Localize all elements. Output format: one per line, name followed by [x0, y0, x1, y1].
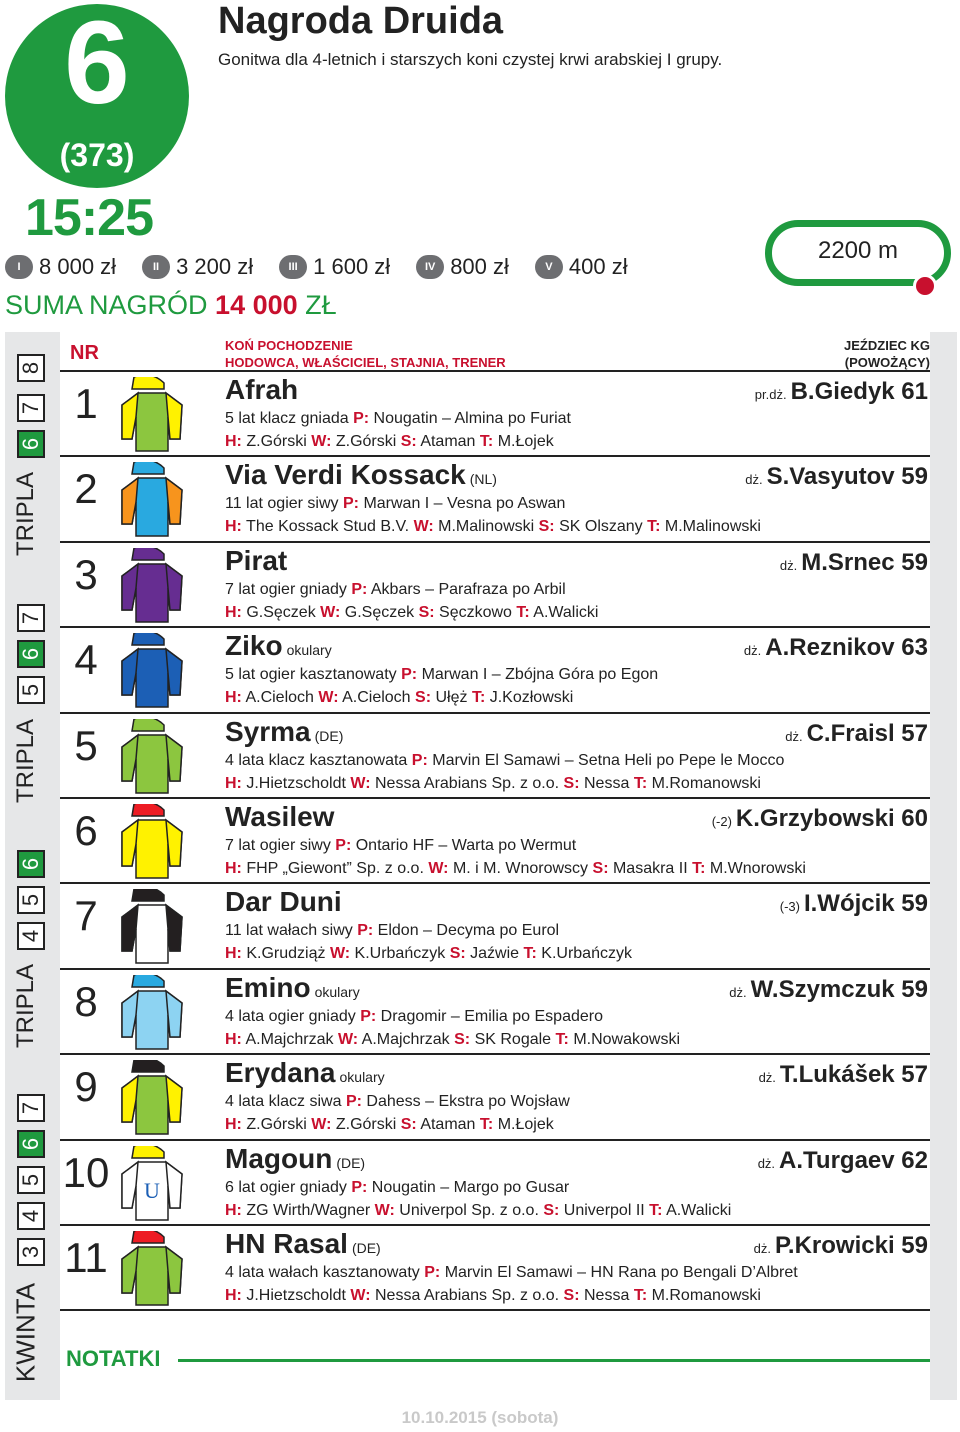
jockey: [754, 1232, 928, 1260]
sire-label: P:: [335, 837, 352, 854]
finish-marker-icon: [913, 274, 937, 298]
owner: Nessa Arabians Sp. z o.o.: [374, 1287, 560, 1304]
horse-pedigree: Marvin El Samawi – Setna Heli po Pepe le Mocco: [432, 751, 785, 769]
owner: A.Majchrzak: [361, 1030, 450, 1048]
jockey-prefix: dż.: [757, 1155, 776, 1171]
bet-label: TRIPLA: [12, 718, 39, 804]
header-horse-line1: KOŃ POCHODZENIE: [225, 338, 353, 353]
jockey-silks-icon: [120, 1146, 185, 1222]
bet-box: 6: [17, 640, 45, 668]
stable-label: S:: [538, 518, 555, 536]
trainer-label: T:: [523, 945, 537, 963]
runner-row: [60, 541, 930, 628]
runner-row: [60, 1224, 930, 1311]
runner-number: 5: [74, 721, 98, 769]
bet-sidebar: [5, 332, 53, 1400]
prize-item: [416, 254, 509, 280]
horse-desc: 5 lat ogier kasztanowaty: [225, 666, 397, 684]
bet-box: 6: [17, 1130, 45, 1158]
prize-amount: 8 000 zł: [39, 254, 117, 279]
horse-suffix: (NL): [469, 471, 497, 488]
trainer-label: T:: [633, 1287, 648, 1304]
stable: Sęczkowo: [439, 603, 512, 621]
jockey-name-weight: T.Lukášek 57: [779, 1061, 928, 1089]
race-number: 6: [64, 0, 130, 129]
runner-number: 3: [74, 550, 98, 598]
jockey-prefix: (-2): [711, 814, 732, 829]
stable-label: S:: [563, 774, 580, 792]
header-jockey: [844, 337, 930, 371]
jockey-silks-icon: [120, 975, 185, 1051]
horse-name: [225, 545, 291, 577]
breeder: The Kossack Stud B.V.: [246, 518, 410, 536]
runner-number: 8: [74, 977, 98, 1025]
stable: SK Olszany: [559, 518, 643, 536]
runner-number: 4: [74, 636, 98, 684]
stable: Ułęż: [435, 689, 468, 707]
jockey: [755, 378, 928, 406]
owner: A.Cieloch: [342, 689, 411, 707]
place-badge: III: [279, 255, 307, 279]
header-jockey-line1: JEŹDZIEC KG: [844, 338, 930, 353]
breeder-label: H:: [225, 603, 242, 621]
jockey: [744, 634, 928, 662]
jockey-name-weight: B.Giedyk 61: [790, 378, 928, 405]
runner-row: [60, 968, 930, 1055]
stable-label: S:: [415, 689, 432, 707]
horse-connections: [225, 1202, 731, 1220]
jockey: [780, 549, 928, 577]
runner-row: [60, 1053, 930, 1140]
jockey-prefix: pr.dż.: [754, 387, 787, 402]
horse-name-text: Wasilew: [225, 801, 335, 832]
horse-connections: [225, 433, 554, 451]
stable: Nessa: [584, 1287, 630, 1304]
horse-name-text: Magoun: [225, 1142, 333, 1174]
runner-row: [60, 370, 930, 457]
jockey-silks-icon: [120, 889, 185, 965]
breeder-label: H:: [225, 1201, 242, 1219]
sire-label: P:: [342, 495, 359, 513]
horse-connections: [225, 1031, 680, 1049]
horse-pedigree: Marvin El Samawi – HN Rana po Bengali D’Albret: [444, 1264, 798, 1281]
horse-name: [225, 1143, 365, 1175]
jockey-name-weight: M.Srnec 59: [801, 548, 928, 576]
horse-name-text: Ziko: [225, 630, 283, 662]
place-badge: V: [535, 255, 563, 279]
jockey-prefix: dż.: [753, 1241, 772, 1256]
horse-details: [225, 581, 566, 599]
stable-label: S:: [454, 1030, 471, 1048]
trainer-label: T:: [479, 1116, 494, 1134]
horse-details: [225, 1093, 570, 1111]
horse-connections: [225, 518, 761, 536]
bet-label: TRIPLA: [12, 471, 39, 557]
jockey-prefix: dż.: [743, 643, 762, 659]
horse-desc: 4 lata klacz kasztanowata: [225, 751, 408, 769]
breeder: K.Grudziąż: [246, 945, 326, 963]
owner: Z.Górski: [335, 1116, 397, 1134]
jockey: [745, 463, 928, 491]
jockey-prefix: dż.: [729, 984, 747, 1000]
owner-label: W:: [350, 1287, 371, 1304]
runner-row: [60, 626, 930, 713]
bet-box: 5: [17, 1166, 45, 1194]
prize-amount: 3 200 zł: [176, 254, 254, 279]
prize-item: [5, 254, 116, 280]
notes-label: NOTATKI: [66, 1346, 161, 1371]
horse-desc: 4 lata klacz siwa: [225, 1093, 342, 1111]
sire-label: P:: [424, 1264, 441, 1281]
horse-connections: [225, 604, 598, 622]
owner: Univerpol Sp. z o.o.: [399, 1201, 539, 1219]
horse-details: [225, 752, 784, 770]
table-bottom-rule: [60, 1309, 930, 1311]
bet-box: 7: [17, 604, 45, 632]
prize-amount: 1 600 zł: [313, 254, 391, 279]
owner-label: W:: [320, 603, 341, 621]
horse-details: [225, 1264, 798, 1282]
owner-label: W:: [311, 433, 332, 450]
horse-desc: 5 lat klacz gniada: [225, 410, 349, 427]
stable-label: S:: [418, 603, 435, 621]
jockey-silks-icon: [120, 548, 185, 624]
stable-label: S:: [400, 433, 417, 450]
stable-label: S:: [543, 1201, 560, 1219]
jockey-silks-icon: [120, 1060, 185, 1136]
header-jockey-line2: (POWOŻĄCY): [844, 355, 930, 370]
breeder-label: H:: [225, 774, 242, 792]
stable: Masakra II: [612, 860, 688, 877]
owner-label: W:: [413, 518, 434, 536]
horse-name: [225, 886, 346, 918]
footer-date: 10.10.2015 (sobota): [401, 1408, 559, 1427]
trainer: M.Malinowski: [664, 518, 761, 536]
stable-label: S:: [592, 860, 609, 877]
runner-number: 7: [74, 892, 98, 940]
track-diagram: [765, 220, 951, 286]
trainer-label: T:: [647, 518, 661, 536]
horse-pedigree: Dahess – Ekstra po Wojsław: [366, 1093, 570, 1111]
horse-name-text: Syrma: [225, 715, 311, 747]
sire-label: P:: [353, 410, 370, 427]
horse-name-text: Dar Duni: [225, 886, 342, 918]
jockey-name-weight: I.Wójcik 59: [803, 890, 928, 918]
horse-suffix: okulary: [314, 983, 360, 1000]
bet-box: 6: [17, 430, 45, 458]
horse-suffix: (DE): [314, 727, 344, 744]
trainer: A.Walicki: [666, 1201, 732, 1219]
horse-pedigree: Ontario HF – Warta po Wermut: [355, 837, 577, 854]
horse-name-text: HN Rasal: [225, 1228, 348, 1259]
trainer: M.Romanowski: [651, 1287, 761, 1304]
horse-details: [225, 1008, 603, 1026]
jockey: [785, 720, 928, 748]
trainer: M.Łojek: [497, 1116, 554, 1134]
horse-name-text: Erydana: [225, 1057, 336, 1089]
stable: Ataman: [420, 1116, 476, 1134]
header-nr: NR: [70, 342, 99, 364]
breeder: A.Cieloch: [245, 689, 314, 707]
breeder-label: H:: [225, 518, 242, 536]
jockey-name-weight: W.Szymczuk 59: [750, 975, 928, 1003]
place-badge: I: [5, 255, 33, 279]
horse-pedigree: Marwan I – Vesna po Aswan: [363, 495, 566, 513]
breeder: FHP „Giewont” Sp. z o.o.: [246, 860, 424, 877]
race-description: Gonitwa dla 4-letnich i starszych koni czystej krwi arabskiej I grupy.: [218, 50, 723, 69]
horse-details: [225, 922, 559, 940]
runners-table: [60, 332, 930, 1400]
stable: SK Rogale: [474, 1030, 552, 1048]
stable-label: S:: [449, 945, 466, 963]
race-badge: [5, 0, 189, 188]
breeder-label: H:: [225, 945, 242, 963]
breeder-label: H:: [225, 860, 242, 877]
bet-box: 7: [17, 1094, 45, 1122]
trainer: M.Wnorowski: [709, 860, 806, 877]
horse-desc: 7 lat ogier siwy: [225, 837, 331, 854]
stable: Jaźwie: [470, 945, 520, 963]
horse-connections: [225, 1116, 554, 1134]
owner: Z.Górski: [335, 433, 397, 450]
horse-pedigree: Nougatin – Margo po Gusar: [371, 1178, 570, 1196]
breeder: J.Hietzscholdt: [246, 774, 346, 792]
jockey-silks-icon: [120, 719, 185, 795]
runner-number: 9: [74, 1063, 98, 1111]
runner-row: [60, 882, 930, 969]
trainer: M.Romanowski: [651, 774, 761, 792]
jockey-silks-icon: [120, 804, 185, 880]
bet-box: 6: [17, 850, 45, 878]
trainer-label: T:: [649, 1201, 663, 1219]
race-id: (373): [59, 137, 135, 173]
horse-connections: [225, 1287, 761, 1305]
owner-label: W:: [350, 774, 371, 792]
trainer-label: T:: [692, 860, 706, 877]
jockey: [729, 976, 928, 1004]
trainer: M.Nowakowski: [573, 1030, 680, 1048]
owner: K.Urbańczyk: [354, 945, 446, 963]
horse-pedigree: Eldon – Decyma po Eurol: [377, 922, 560, 940]
bet-box: 7: [17, 394, 45, 422]
jockey-silks-icon: [120, 462, 185, 538]
bet-box: 4: [17, 922, 45, 950]
bet-box: 8: [17, 354, 45, 382]
breeder-label: H:: [225, 1287, 242, 1304]
horse-details: [225, 410, 571, 428]
horse-details: [225, 495, 565, 513]
stable: Nessa: [584, 774, 630, 792]
runner-number: 2: [74, 465, 98, 513]
jockey-name-weight: A.Turgaev 62: [779, 1146, 928, 1174]
breeder: J.Hietzscholdt: [246, 1287, 346, 1304]
jockey-name-weight: K.Grzybowski 60: [735, 805, 928, 832]
bet-label: KWINTA: [10, 1282, 41, 1383]
horse-name: [225, 1228, 381, 1260]
jockey-prefix: dż.: [745, 472, 763, 488]
owner-label: W:: [374, 1201, 395, 1219]
runner-row: [60, 797, 930, 884]
bet-box: 5: [17, 676, 45, 704]
bet-box: 3: [17, 1238, 45, 1266]
jockey-silks-icon: [120, 633, 185, 709]
horse-pedigree: Marwan I – Zbójna Góra po Egon: [421, 666, 659, 684]
runner-number: 11: [64, 1234, 108, 1281]
runner-row: [60, 455, 930, 542]
sire-label: P:: [411, 751, 428, 769]
horse-connections: [225, 689, 573, 707]
bet-box: 5: [17, 886, 45, 914]
horse-connections: [225, 775, 761, 793]
breeder-label: H:: [225, 1030, 242, 1048]
stable-label: S:: [400, 1116, 417, 1134]
horse-details: [225, 666, 658, 684]
horse-desc: 6 lat ogier gniady: [225, 1178, 347, 1196]
jockey-name-weight: P.Krowicki 59: [775, 1232, 928, 1259]
owner-label: W:: [311, 1116, 332, 1134]
horse-connections: [225, 945, 632, 963]
sire-label: P:: [360, 1007, 377, 1025]
horse-name: [225, 972, 360, 1004]
horse-name: [225, 716, 343, 748]
runner-row: [60, 712, 930, 799]
owner-label: W:: [329, 945, 351, 963]
prize-list: [5, 254, 654, 280]
breeder-label: H:: [225, 689, 242, 707]
horse-pedigree: Dragomir – Emilia po Espadero: [380, 1007, 603, 1025]
bet-box: 4: [17, 1202, 45, 1230]
horse-details: [225, 837, 576, 855]
horse-suffix: okulary: [286, 642, 332, 659]
jockey: [758, 1147, 928, 1175]
breeder: A.Majchrzak: [245, 1030, 334, 1048]
race-time: 15:25: [25, 189, 153, 247]
owner-label: W:: [318, 689, 339, 707]
trainer-label: T:: [633, 774, 648, 792]
trainer-label: T:: [516, 603, 530, 621]
breeder: Z.Górski: [246, 433, 307, 450]
horse-desc: 4 lata wałach kasztanowaty: [225, 1264, 420, 1281]
prize-item: [279, 254, 390, 280]
runner-row: [60, 1139, 930, 1226]
sire-label: P:: [351, 1178, 368, 1196]
horse-pedigree: Akbars – Parafraza po Arbil: [370, 580, 566, 598]
header-horse-line2: HODOWCA, WŁAŚCICIEL, STAJNIA, TRENER: [225, 355, 506, 370]
breeder-label: H:: [225, 433, 242, 450]
jockey-prefix: dż.: [785, 728, 803, 744]
horse-name-text: Pirat: [225, 544, 288, 576]
jockey-silks-icon: [120, 377, 185, 453]
sire-label: P:: [401, 666, 418, 684]
prize-sum-label: SUMA NAGRÓD: [5, 290, 208, 320]
jockey-name-weight: C.Fraisl 57: [806, 719, 928, 747]
jockey: [759, 1061, 928, 1089]
jockey-prefix: (-3): [779, 899, 800, 915]
horse-suffix: (DE): [351, 1240, 381, 1256]
jockey-name-weight: S.Vasyutov 59: [766, 463, 928, 491]
horse-name: [225, 459, 497, 491]
horse-name-text: Via Verdi Kossack: [225, 459, 466, 491]
horse-connections: [225, 860, 806, 878]
jockey: [780, 890, 928, 918]
owner-label: W:: [428, 860, 449, 877]
place-badge: IV: [416, 255, 444, 279]
sire-label: P:: [351, 580, 368, 598]
breeder: Z.Górski: [246, 1116, 307, 1134]
owner: M.Malinowski: [438, 518, 535, 536]
horse-desc: 4 lata ogier gniady: [225, 1007, 356, 1025]
owner-label: W:: [337, 1030, 359, 1048]
runner-number: 1: [74, 380, 98, 427]
horse-details: [225, 1179, 569, 1197]
owner: G.Sęczek: [344, 603, 415, 621]
bet-label: TRIPLA: [12, 963, 39, 1049]
jockey-name-weight: A.Reznikov 63: [765, 634, 928, 662]
runner-number: 10: [62, 1148, 110, 1196]
jockey-prefix: dż.: [758, 1070, 776, 1086]
prize-item: [142, 254, 253, 280]
stable-label: S:: [563, 1287, 580, 1304]
trainer-label: T:: [555, 1030, 569, 1048]
horse-desc: 11 lat wałach siwy: [225, 922, 353, 940]
trainer: J.Kozłowski: [489, 689, 574, 707]
horse-desc: 7 lat ogier gniady: [225, 580, 347, 598]
prize-item: [535, 254, 628, 280]
trainer-label: T:: [471, 689, 486, 707]
horse-name: [225, 801, 338, 833]
runner-number: 6: [74, 807, 98, 854]
prize-sum-amount: 14 000: [215, 290, 298, 320]
header-horse: [225, 337, 506, 371]
trainer: K.Urbańczyk: [541, 945, 632, 963]
notes-line: [178, 1359, 930, 1362]
trainer: A.Walicki: [533, 603, 599, 621]
place-badge: II: [142, 255, 170, 279]
jockey-silks-icon: [120, 1231, 185, 1307]
horse-desc: 11 lat ogier siwy: [225, 495, 339, 513]
breeder: G.Sęczek: [246, 603, 316, 621]
stable: Ataman: [420, 433, 476, 450]
prize-sum: [5, 290, 337, 321]
owner: Nessa Arabians Sp. z o.o.: [374, 774, 560, 792]
horse-name: [225, 374, 302, 406]
owner: M. i M. Wnorowscy: [452, 860, 589, 877]
horse-name: [225, 1057, 385, 1089]
breeder-label: H:: [225, 1116, 242, 1134]
horse-suffix: okulary: [339, 1069, 385, 1086]
race-distance: 2200 m: [817, 237, 899, 264]
horse-name-text: Emino: [225, 971, 311, 1003]
sire-label: P:: [357, 922, 374, 940]
horse-pedigree: Nougatin – Almina po Furiat: [373, 410, 571, 427]
jockey: [712, 805, 928, 833]
prize-amount: 400 zł: [568, 254, 628, 279]
trainer-label: T:: [479, 433, 494, 450]
silk-letter: U: [144, 1177, 160, 1203]
stable: Univerpol II: [563, 1201, 645, 1219]
trainer: M.Łojek: [497, 433, 554, 450]
horse-suffix: (DE): [336, 1154, 366, 1171]
horse-name: [225, 630, 332, 662]
race-title: Nagroda Druida: [218, 0, 504, 42]
sire-label: P:: [345, 1093, 362, 1111]
prize-sum-currency: ZŁ: [305, 290, 337, 320]
horse-name-text: Afrah: [225, 374, 299, 405]
prize-amount: 800 zł: [450, 254, 509, 279]
jockey-prefix: dż.: [779, 557, 798, 573]
breeder: ZG Wirth/Wagner: [246, 1201, 371, 1219]
